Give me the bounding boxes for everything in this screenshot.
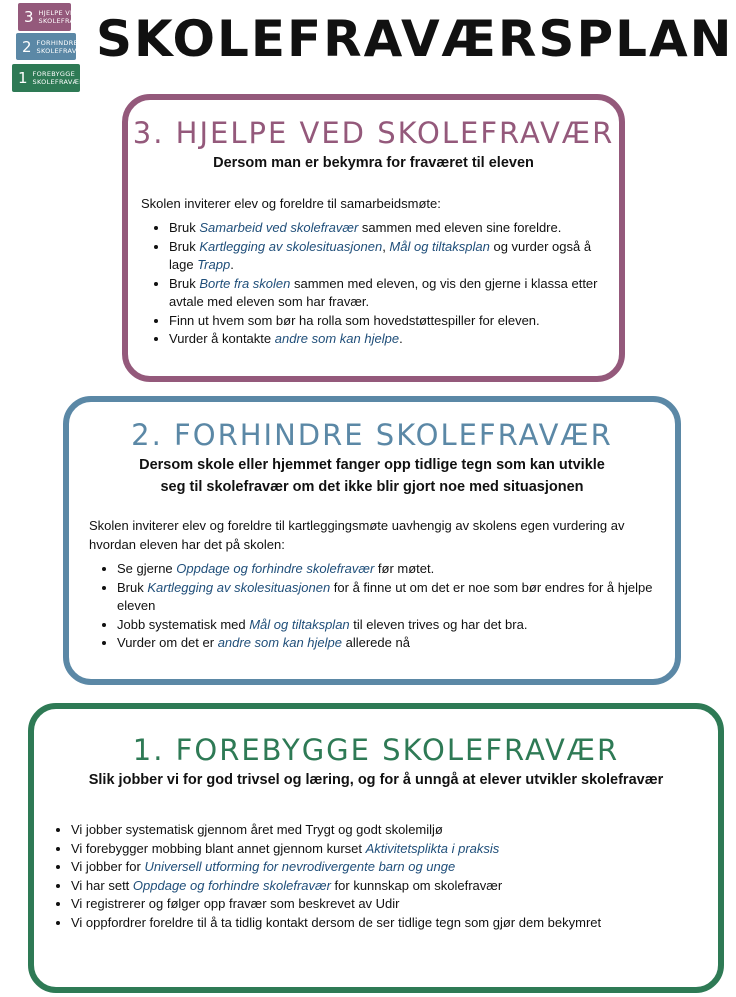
- section-subtitle: Dersom man er bekymra for fraværet til eleven: [213, 155, 534, 171]
- list-item: • Finn ut hvem som bør ha rolla som hovedstøttespiller for eleven.: [169, 312, 609, 331]
- level-3-label: HJELPE VED SKOLEFRAVÆR: [38, 9, 91, 25]
- list-item: • Jobb systematisk med Mål og tiltaksplan til eleven trives og har det bra.: [117, 616, 657, 635]
- resource-link[interactable]: Aktivitetsplikta i praksis: [365, 840, 500, 856]
- level-1-number: 1: [18, 69, 28, 87]
- resource-link[interactable]: Universell utforming for nevrodivergente barn og unge: [144, 859, 456, 874]
- section-subtitle: Slik jobber vi for god trivsel og læring, og for å unngå at elever utvikler skolefravær: [88, 772, 664, 788]
- resource-link[interactable]: Trapp: [197, 257, 231, 272]
- list-item: • Bruk Samarbeid ved skolefravær sammen med eleven sine foreldre.: [169, 219, 609, 238]
- level-3-number: 3: [24, 8, 34, 26]
- level-3-badge[interactable]: [18, 3, 91, 31]
- level-1-label: FOREBYGGE SKOLEFRAVÆR: [32, 70, 85, 86]
- section-title: 2. FORHINDRE SKOLEFRAVÆR: [131, 418, 613, 452]
- section-title: 3. HJELPE VED SKOLEFRAVÆR: [132, 116, 615, 150]
- list-item: • Vi forebygger mobbing blant annet gjennom kurset Aktivitetsplikta i praksis: [71, 840, 718, 859]
- level-2-badge[interactable]: [16, 33, 89, 60]
- list-item: • Se gjerne Oppdage og forhindre skolefravær før møtet.: [117, 560, 657, 579]
- list-item: • Vi registrerer og følger opp fravær som beskrevet av Udir: [71, 895, 718, 914]
- resource-link[interactable]: Mål og tiltaksplan: [249, 616, 350, 632]
- bullet-list: [89, 560, 657, 653]
- resource-link[interactable]: Kartlegging av skolesituasjonen: [147, 579, 331, 595]
- section-intro: Skolen inviterer elev og foreldre til kartleggingsmøte uavhengig av skolens egen vurdering av hvordan eleven har det på skolen:: [89, 518, 625, 552]
- list-item: • Vi jobber for Universell utforming for nevrodivergente barn og unge: [71, 858, 718, 877]
- list-item: • Vurder om det er andre som kan hjelpe allerede nå: [117, 634, 657, 653]
- list-item: • Vi jobber systematisk gjennom året med Trygt og godt skolemiljø: [71, 821, 718, 840]
- list-item: • Bruk Kartlegging av skolesituasjonen, Mål og tiltaksplan og vurder også å lage Trapp.: [169, 238, 609, 275]
- level-2-label: FORHINDRE SKOLEFRAVÆR: [36, 38, 89, 55]
- level-2-number: 2: [22, 37, 32, 56]
- bullet-list: [43, 821, 718, 932]
- resource-link[interactable]: Oppdage og forhindre skolefravær: [132, 877, 331, 893]
- page-title: SKOLEFRAVÆRSPLAN: [96, 10, 734, 68]
- list-item: • Vi har sett Oppdage og forhindre skolefravær for kunnskap om skolefravær: [71, 877, 718, 896]
- resource-link[interactable]: andre som kan hjelpe: [217, 635, 342, 650]
- section-help-absence: [122, 94, 625, 382]
- resource-link[interactable]: Mål og tiltaksplan: [389, 238, 490, 254]
- resource-link[interactable]: andre som kan hjelpe: [274, 331, 400, 346]
- list-item: • Bruk Kartlegging av skolesituasjonen for å finne ut om det er noe som bør endres for å hjelpe eleven: [117, 579, 657, 616]
- section-preventive-work: [28, 703, 724, 993]
- bullet-list: [141, 219, 609, 349]
- section-intro: Skolen inviterer elev og foreldre til samarbeidsmøte:: [141, 196, 441, 211]
- section-subtitle: Dersom skole eller hjemmet fanger opp tidlige tegn som kan utvikle seg til skolefravær om det ikke blir gjort noe med situasjonen: [139, 457, 605, 495]
- resource-link[interactable]: Borte fra skolen: [199, 275, 291, 291]
- resource-link[interactable]: Oppdage og forhindre skolefravær: [176, 561, 375, 576]
- list-item: • Bruk Borte fra skolen sammen med eleven, og vis den gjerne i klassa etter avtale med eleven som har fravær.: [169, 275, 609, 312]
- resource-link[interactable]: Samarbeid ved skolefravær: [199, 220, 359, 235]
- list-item: • Vi oppfordrer foreldre til å ta tidlig kontakt dersom de ser tidlige tegn som gjør dem bekymret: [71, 914, 718, 933]
- level-1-badge[interactable]: [12, 64, 85, 92]
- section-prevent-absence: [63, 396, 681, 685]
- list-item: • Vurder å kontakte andre som kan hjelpe.: [169, 330, 609, 349]
- section-title: 1. FOREBYGGE SKOLEFRAVÆR: [132, 733, 620, 767]
- resource-link[interactable]: Kartlegging av skolesituasjonen: [199, 238, 383, 254]
